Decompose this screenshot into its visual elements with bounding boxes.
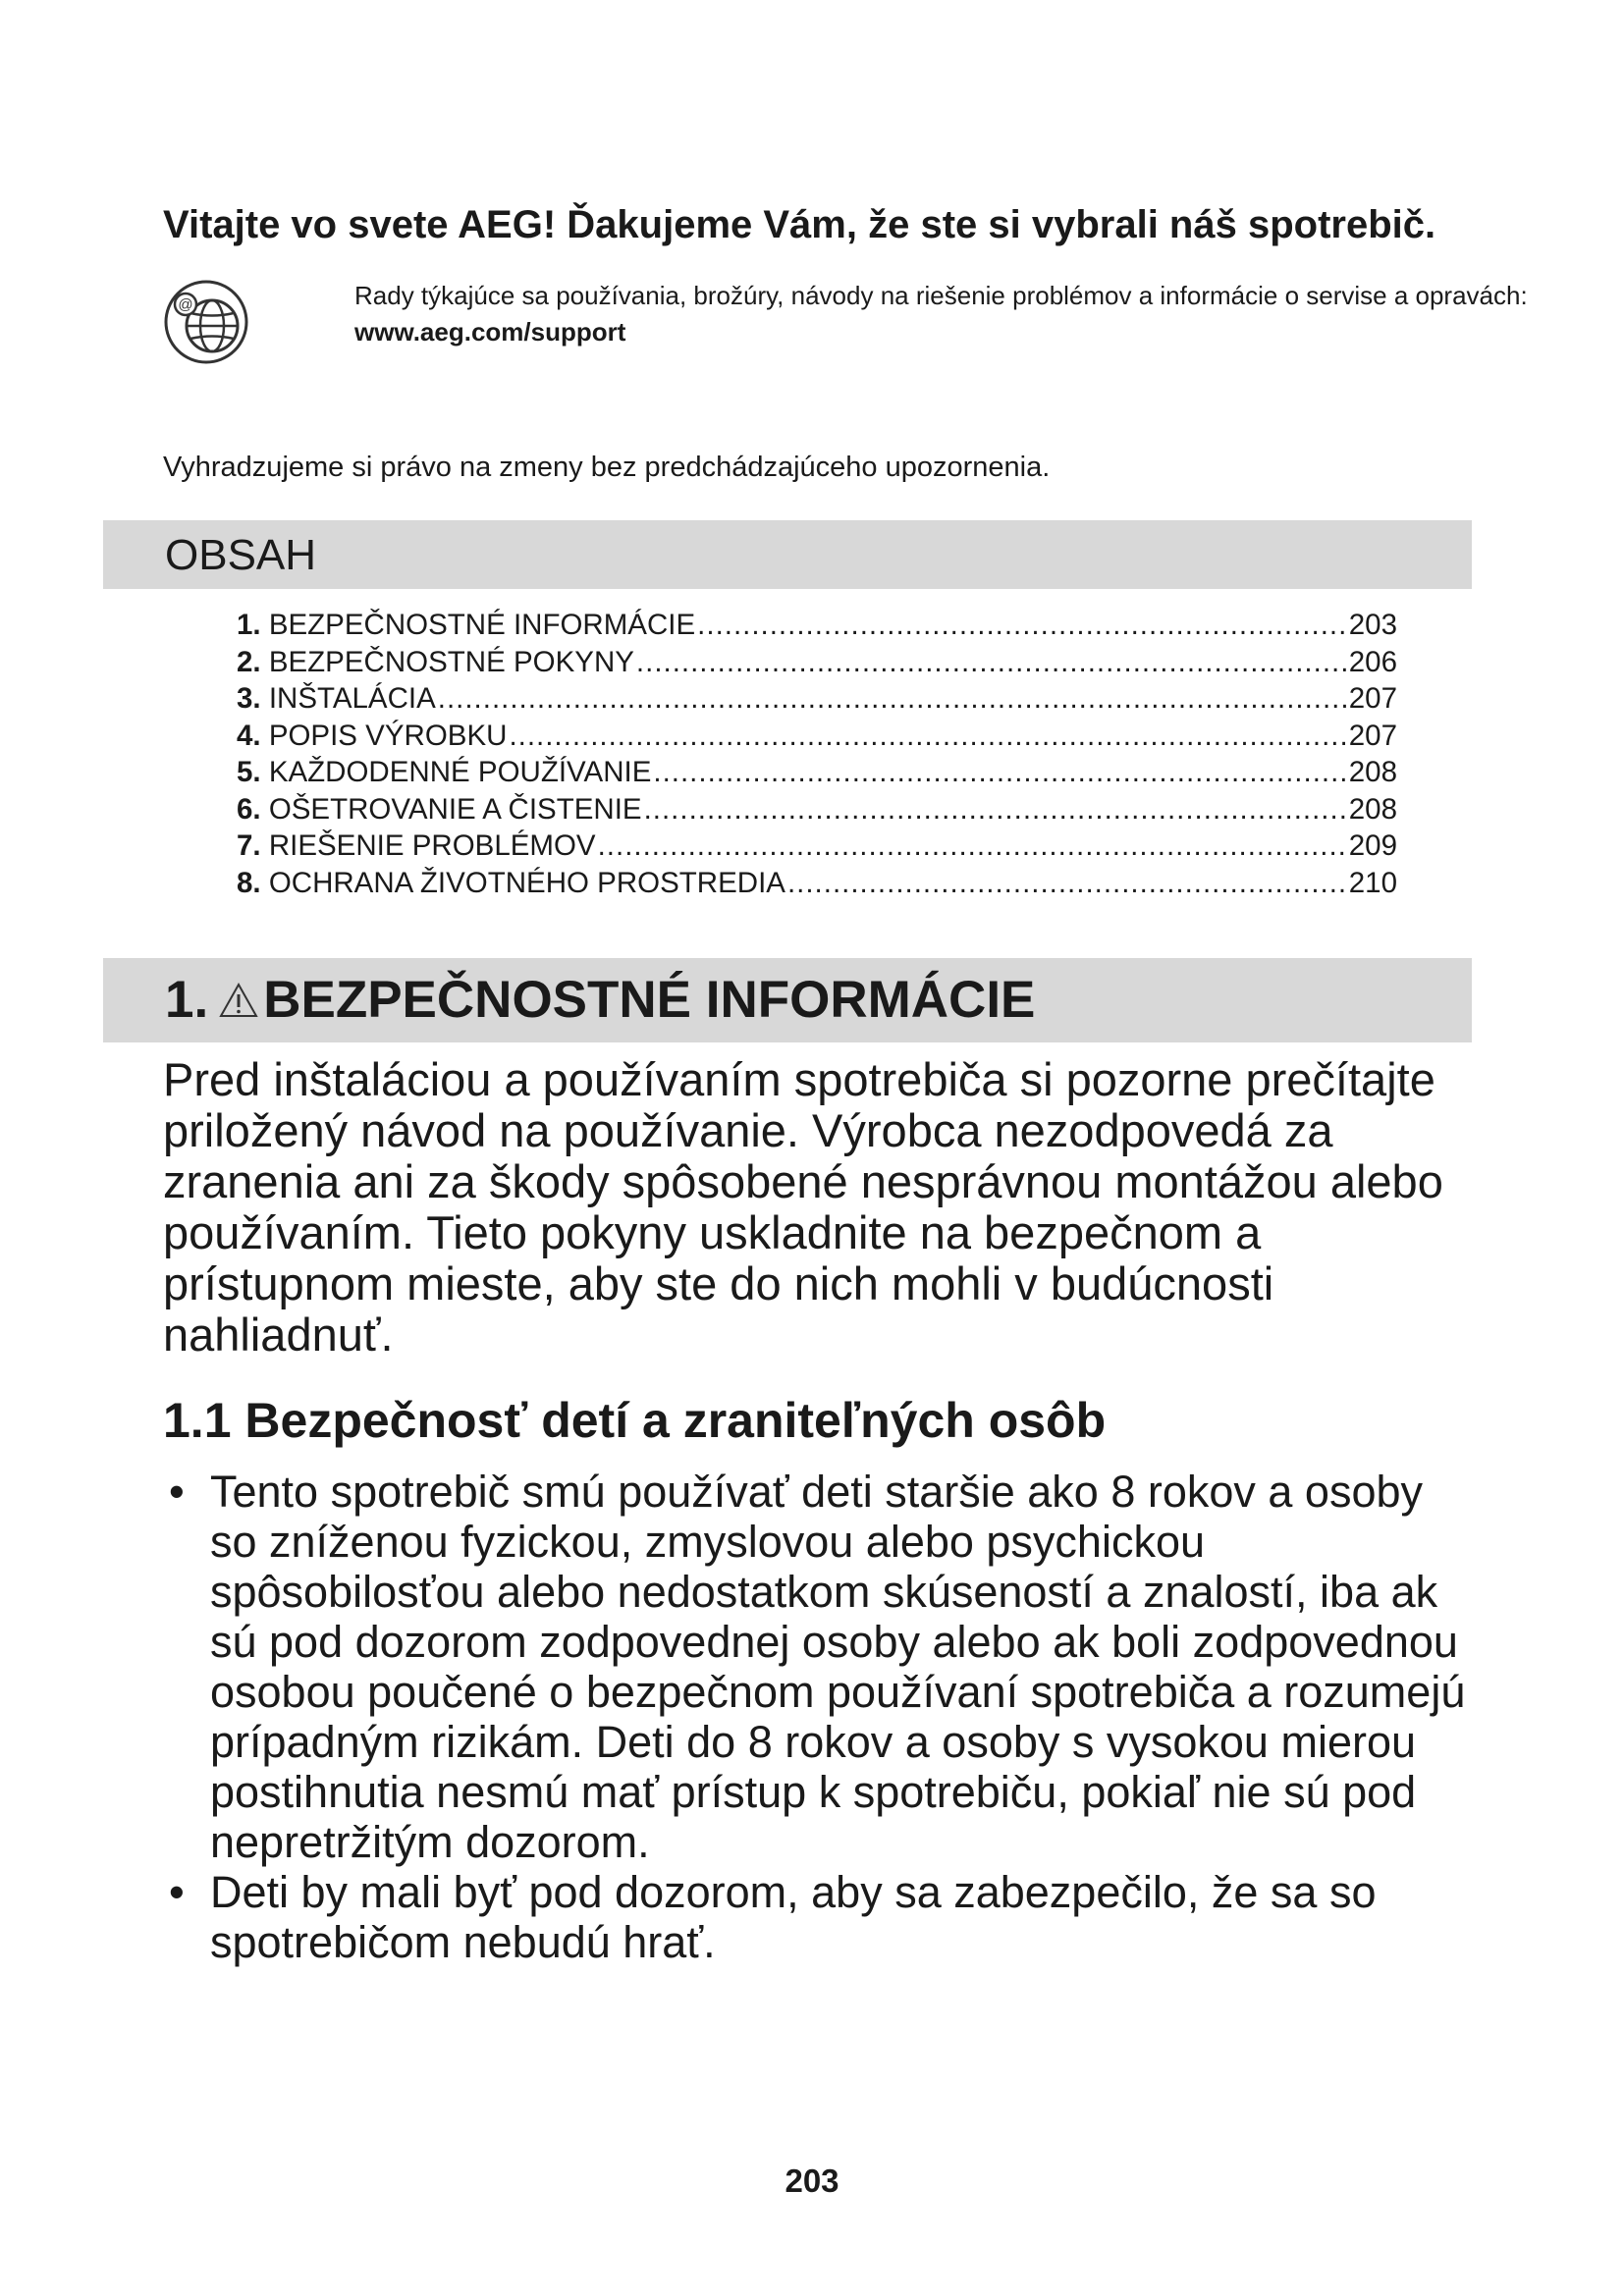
toc-item-page: 209 xyxy=(1348,829,1397,862)
toc-item-label: INŠTALÁCIA xyxy=(268,682,436,715)
table-of-contents xyxy=(237,609,1397,903)
safety-bullet-list xyxy=(163,1467,1479,1967)
toc-item-page: 206 xyxy=(1348,645,1397,678)
toc-item[interactable] xyxy=(237,867,1397,904)
toc-item-number: 2. xyxy=(237,645,261,678)
section-1-number: 1. xyxy=(165,971,209,1029)
toc-leader xyxy=(697,609,1347,642)
globe-at-icon xyxy=(161,277,251,367)
toc-item[interactable] xyxy=(237,756,1397,793)
toc-item[interactable] xyxy=(237,793,1397,830)
toc-item-number: 8. xyxy=(237,866,261,899)
warning-triangle-icon xyxy=(218,982,259,1019)
toc-item-label: OŠETROVANIE A ČISTENIE xyxy=(268,792,642,826)
toc-item-number: 5. xyxy=(237,756,261,788)
list-item: • Deti by mali byť pod dozorom, aby sa zabezpečilo, že sa so spotrebičom nebudú hrať. xyxy=(163,1867,1479,1967)
toc-item-page: 208 xyxy=(1348,756,1397,788)
support-info xyxy=(354,278,1533,350)
toc-item-page: 203 xyxy=(1348,609,1397,641)
toc-item[interactable] xyxy=(237,682,1397,720)
toc-item[interactable] xyxy=(237,829,1397,867)
toc-title: OBSAH xyxy=(165,531,317,579)
toc-item-page: 210 xyxy=(1348,866,1397,899)
page-number: 203 xyxy=(785,2163,839,2199)
toc-item-label: RIEŠENIE PROBLÉMOV xyxy=(268,829,596,862)
section-1-title xyxy=(165,970,1035,1030)
support-text: Rady týkajúce sa používania, brožúry, návody na riešenie problémov a informácie o servise a opravách: xyxy=(354,281,1528,310)
toc-item-number: 1. xyxy=(237,609,261,641)
toc-item-label: POPIS VÝROBKU xyxy=(268,719,508,752)
toc-leader xyxy=(438,682,1347,716)
section-1-header xyxy=(103,958,1472,1042)
toc-item-page: 208 xyxy=(1348,792,1397,826)
toc-item-number: 7. xyxy=(237,829,261,862)
welcome-heading: Vitajte vo svete AEG! Ďakujeme Vám, že ste si vybrali náš spotrebič. xyxy=(163,203,1436,246)
support-link[interactable]: www.aeg.com/support xyxy=(354,317,626,347)
toc-leader xyxy=(636,646,1347,679)
toc-item-label: BEZPEČNOSTNÉ POKYNY xyxy=(268,645,634,678)
toc-item[interactable] xyxy=(237,646,1397,683)
svg-text:@: @ xyxy=(178,296,193,313)
toc-item-label: OCHRANA ŽIVOTNÉHO PROSTREDIA xyxy=(268,866,785,899)
change-notice: Vyhradzujeme si právo na zmeny bez predchádzajúceho upozornenia. xyxy=(163,452,1051,483)
section-1-label: BEZPEČNOSTNÉ INFORMÁCIE xyxy=(263,971,1036,1029)
toc-leader xyxy=(787,867,1347,900)
toc-item[interactable] xyxy=(237,609,1397,646)
toc-leader xyxy=(644,793,1347,827)
toc-item[interactable] xyxy=(237,720,1397,757)
safety-intro-paragraph: Pred inštaláciou a používaním spotrebiča si pozorne prečítajte priložený návod na používanie. Výrobca nezodpovedá za zranenia ani za škody spôsobené nesprávnou montážou alebo používaním. Tieto pokyny uskladnite na bezpečnom a prístupnom mieste, aby ste do nich mohli v budúcnosti nahliadnuť. xyxy=(163,1053,1443,1361)
toc-leader xyxy=(598,829,1347,863)
toc-item-number: 4. xyxy=(237,719,261,752)
toc-item-number: 6. xyxy=(237,792,261,826)
toc-item-label: KAŽDODENNÉ POUŽÍVANIE xyxy=(268,756,652,788)
toc-item-page: 207 xyxy=(1348,682,1397,715)
toc-header xyxy=(103,520,1472,589)
toc-item-number: 3. xyxy=(237,682,261,715)
toc-item-label: BEZPEČNOSTNÉ INFORMÁCIE xyxy=(268,609,696,641)
subsection-1-1-title: 1.1 Bezpečnosť detí a zraniteľných osôb xyxy=(163,1393,1107,1448)
toc-leader xyxy=(653,756,1346,789)
toc-leader xyxy=(509,720,1346,753)
toc-item-page: 207 xyxy=(1348,719,1397,752)
list-item: • Tento spotrebič smú používať deti staršie ako 8 rokov a osoby so zníženou fyzickou, zmyslovou alebo psychickou spôsobilosťou alebo nedostatkom skúseností a znalostí, iba ak sú pod dozorom zodpovednej osoby alebo ak boli zodpovednou osobou poučené o bezpečnom používaní spotrebiča a rozumejú prípadným rizikám. Deti do 8 rokov a osoby s vysokou mierou postihnutia nesmú mať prístup k spotrebiču, pokiaľ nie sú pod nepretržitým dozorom. xyxy=(163,1467,1479,1867)
